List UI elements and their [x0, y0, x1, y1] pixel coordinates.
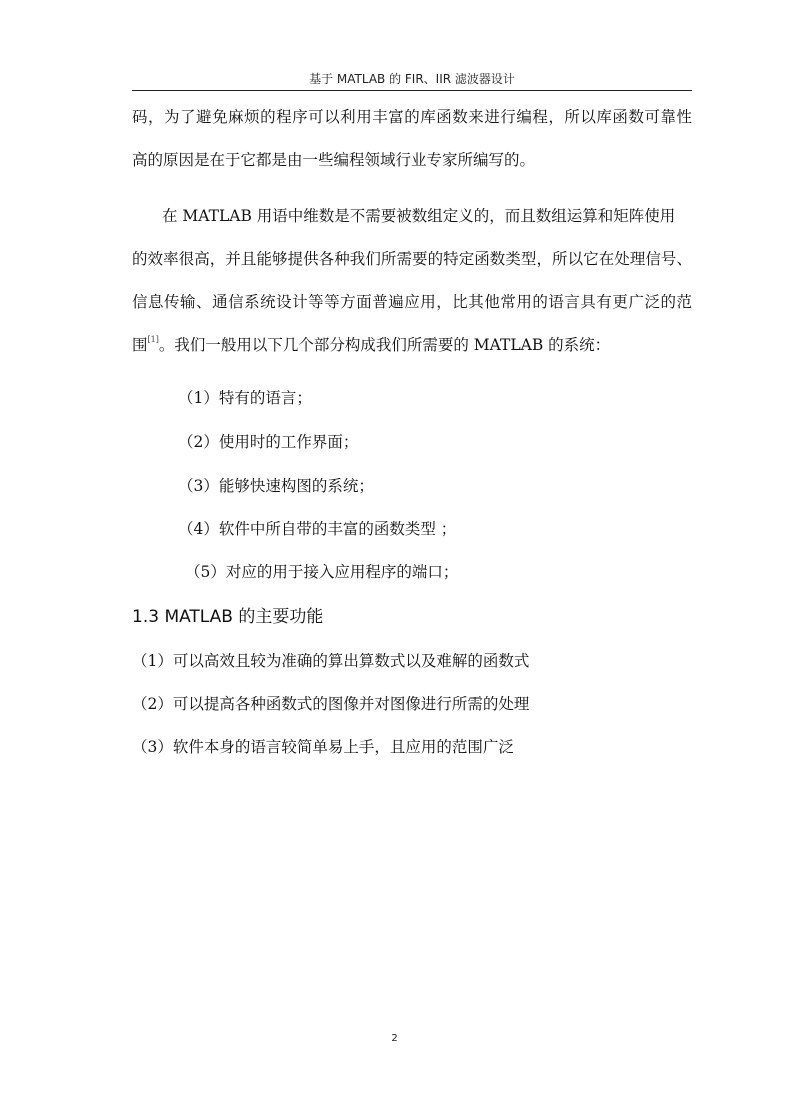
paragraph-line: 码，为了避免麻烦的程序可以利用丰富的库函数来进行编程，所以库函数可靠性 [132, 108, 692, 126]
page-header: 基于 MATLAB 的 FIR、IIR 滤波器设计 [132, 68, 692, 91]
paragraph-line: 高的原因是在于它都是由一些编程领域行业专家所编写的。 [132, 151, 536, 169]
paragraph-line: 信息传输、通信系统设计等等方面普遍应用，比其他常用的语言具有更广泛的范 [132, 293, 692, 311]
paragraph-line: 的效率很高，并且能够提供各种我们所需要的特定函数类型，所以它在处理信号、 [132, 250, 692, 268]
list-item: （3）能够快速构图的系统； [178, 477, 374, 495]
paragraph-line: 在 MATLAB 用语中维数是不需要被数组定义的，而且数组运算和矩阵使用 [162, 207, 676, 225]
paragraph-text: 围 [132, 336, 148, 354]
list-item: （4）软件中所自带的丰富的函数类型 ； [178, 520, 457, 538]
function-item: （1）可以高效且较为准确的算出算数式以及难解的函数式 [132, 652, 530, 670]
list-item: （5）对应的用于接入应用程序的端口； [185, 563, 459, 581]
paragraph-line [132, 335, 610, 355]
function-item: （2）可以提高各种函数式的图像并对图像进行所需的处理 [132, 695, 530, 713]
list-item: （1）特有的语言； [178, 389, 312, 407]
citation-reference[interactable]: [1] [147, 335, 159, 344]
function-item: （3）软件本身的语言较简单易上手，且应用的范围广泛 [132, 738, 514, 756]
section-heading: 1.3 MATLAB 的主要功能 [132, 607, 324, 627]
list-item: （2）使用时的工作界面； [178, 433, 359, 451]
page-number: 2 [391, 1033, 398, 1044]
paragraph-text: 。我们一般用以下几个部分构成我们所需要的 MATLAB 的系统： [158, 336, 611, 354]
